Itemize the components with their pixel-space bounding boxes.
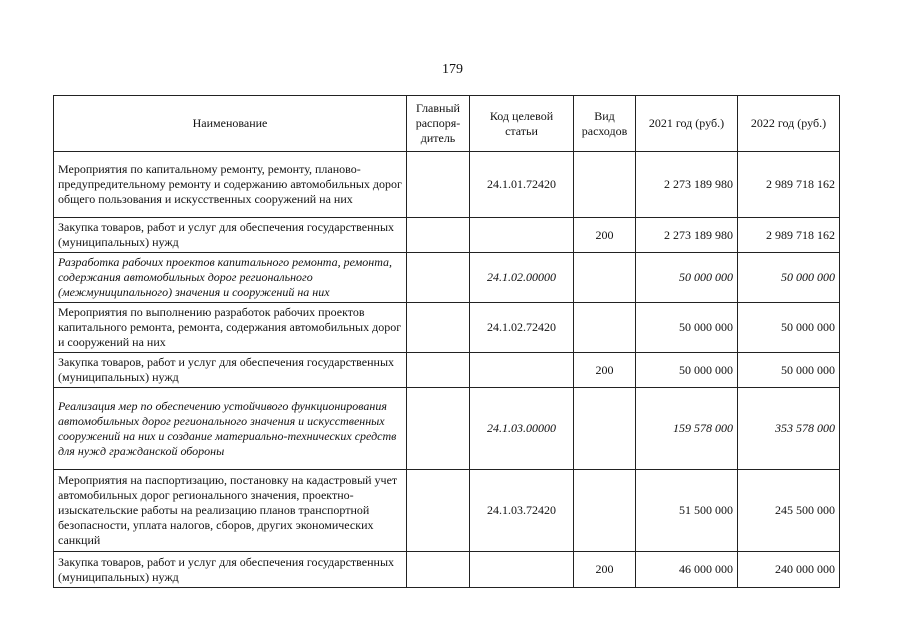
cell-admin bbox=[407, 303, 470, 353]
table-header-row bbox=[54, 96, 840, 152]
cell-year-2021: 2 273 189 980 bbox=[636, 152, 738, 218]
cell-code: 24.1.02.72420 bbox=[470, 303, 574, 353]
cell-expense bbox=[574, 303, 636, 353]
cell-code bbox=[470, 552, 574, 588]
header-code: Код целевой статьи bbox=[470, 96, 574, 152]
table-row bbox=[54, 303, 840, 353]
cell-year-2021: 46 000 000 bbox=[636, 552, 738, 588]
header-name: Наименование bbox=[54, 96, 407, 152]
cell-expense: 200 bbox=[574, 552, 636, 588]
cell-admin bbox=[407, 353, 470, 388]
cell-name: Реализация мер по обеспечению устойчивого функционирования автомобильных дорог регионального значения и искусственных сооружений на них и создание материально-технических средств для нужд гражданской обороны bbox=[54, 388, 407, 470]
header-year-2021: 2021 год (руб.) bbox=[636, 96, 738, 152]
cell-name: Закупка товаров, работ и услуг для обеспечения государственных (муниципальных) нужд bbox=[54, 353, 407, 388]
cell-year-2021: 50 000 000 bbox=[636, 353, 738, 388]
cell-year-2022: 2 989 718 162 bbox=[738, 218, 840, 253]
table-row bbox=[54, 388, 840, 470]
table-row bbox=[54, 218, 840, 253]
cell-expense bbox=[574, 253, 636, 303]
cell-code: 24.1.02.00000 bbox=[470, 253, 574, 303]
table-row bbox=[54, 353, 840, 388]
cell-admin bbox=[407, 152, 470, 218]
cell-expense bbox=[574, 470, 636, 552]
table-row bbox=[54, 552, 840, 588]
cell-year-2021: 51 500 000 bbox=[636, 470, 738, 552]
cell-name: Мероприятия на паспортизацию, постановку на кадастровый учет автомобильных дорог регионального значения, проектно-изыскательские работы на реализацию планов транспортной безопасности, уплата налогов, сборов, других экономических санкций bbox=[54, 470, 407, 552]
cell-code bbox=[470, 218, 574, 253]
table-row bbox=[54, 152, 840, 218]
header-year-2022: 2022 год (руб.) bbox=[738, 96, 840, 152]
table-row bbox=[54, 253, 840, 303]
cell-year-2022: 50 000 000 bbox=[738, 353, 840, 388]
cell-name: Закупка товаров, работ и услуг для обеспечения государственных (муниципальных) нужд bbox=[54, 218, 407, 253]
cell-name: Закупка товаров, работ и услуг для обеспечения государственных (муниципальных) нужд bbox=[54, 552, 407, 588]
cell-code: 24.1.03.00000 bbox=[470, 388, 574, 470]
budget-table bbox=[53, 95, 840, 588]
table-row bbox=[54, 470, 840, 552]
cell-year-2022: 50 000 000 bbox=[738, 303, 840, 353]
cell-year-2021: 2 273 189 980 bbox=[636, 218, 738, 253]
cell-admin bbox=[407, 470, 470, 552]
cell-year-2022: 2 989 718 162 bbox=[738, 152, 840, 218]
cell-expense bbox=[574, 388, 636, 470]
header-admin: Главный распоря-дитель bbox=[407, 96, 470, 152]
header-expense: Вид расходов bbox=[574, 96, 636, 152]
cell-name: Разработка рабочих проектов капитального ремонта, ремонта, содержания автомобильных дорог регионального (межмуниципального) значения и сооружений на них bbox=[54, 253, 407, 303]
cell-year-2021: 50 000 000 bbox=[636, 303, 738, 353]
cell-year-2021: 50 000 000 bbox=[636, 253, 738, 303]
cell-name: Мероприятия по выполнению разработок рабочих проектов капитального ремонта, ремонта, содержания автомобильных дорог и сооружений на них bbox=[54, 303, 407, 353]
cell-code bbox=[470, 353, 574, 388]
cell-name: Мероприятия по капитальному ремонту, ремонту, планово-предупредительному ремонту и содержанию автомобильных дорог общего пользования и искусственных сооружений на них bbox=[54, 152, 407, 218]
cell-admin bbox=[407, 552, 470, 588]
cell-expense: 200 bbox=[574, 353, 636, 388]
cell-expense bbox=[574, 152, 636, 218]
cell-admin bbox=[407, 388, 470, 470]
cell-code: 24.1.01.72420 bbox=[470, 152, 574, 218]
cell-year-2021: 159 578 000 bbox=[636, 388, 738, 470]
cell-code: 24.1.03.72420 bbox=[470, 470, 574, 552]
page-number: 179 bbox=[442, 62, 463, 77]
cell-expense: 200 bbox=[574, 218, 636, 253]
table-body bbox=[54, 152, 840, 588]
cell-admin bbox=[407, 218, 470, 253]
cell-year-2022: 50 000 000 bbox=[738, 253, 840, 303]
cell-year-2022: 240 000 000 bbox=[738, 552, 840, 588]
cell-year-2022: 353 578 000 bbox=[738, 388, 840, 470]
cell-year-2022: 245 500 000 bbox=[738, 470, 840, 552]
cell-admin bbox=[407, 253, 470, 303]
